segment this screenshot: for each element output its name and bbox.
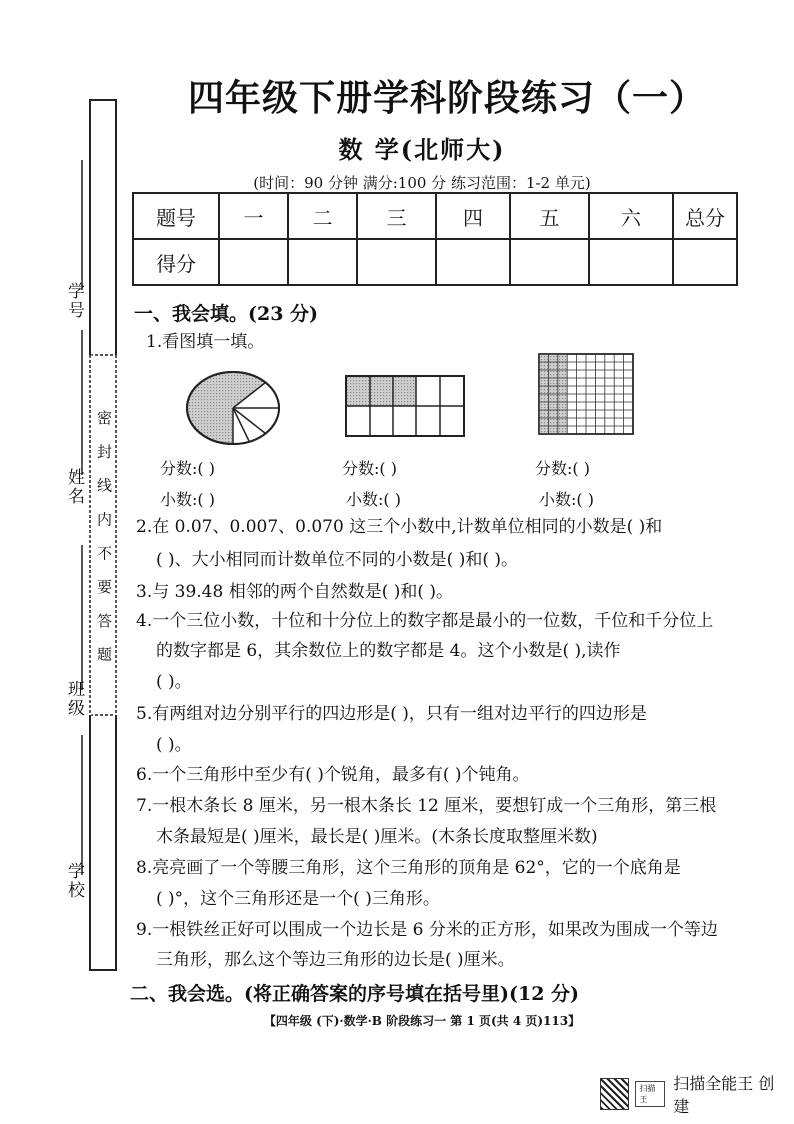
- table-cell: 六: [589, 193, 673, 239]
- scanner-watermark: [600, 1074, 780, 1116]
- score-input-cell[interactable]: [288, 239, 357, 285]
- subject-title: 数 学(北师大): [338, 135, 506, 164]
- page-footer: 【四年级 (下)·数学·B 阶段练习一 第 1 页(共 4 页)113】: [263, 1014, 581, 1028]
- school-label: 学校: [64, 862, 84, 900]
- table-cell: 总分: [673, 193, 737, 239]
- name-label: 姓名: [64, 468, 84, 506]
- fig3-fraction-label: 分数:( ): [535, 459, 590, 478]
- table-cell: 二: [288, 193, 357, 239]
- qr-code-icon: [600, 1078, 629, 1110]
- question-4-line1: 4.一个三位小数，十位和十分位上的数字都是最小的一位数，千位和千分位上: [136, 611, 714, 631]
- score-header-row: [133, 193, 737, 239]
- student-id-label: 学号: [64, 282, 84, 320]
- question-1: 1.看图填一填。: [146, 332, 265, 352]
- seal-line-text: 密 封 线 内 不 要 答 题: [95, 410, 113, 669]
- class-label: 班级: [64, 680, 84, 718]
- question-4-line2: 的数字都是 6，其余数位上的数字都是 4。这个小数是( ),读作: [156, 641, 621, 661]
- table-cell: 五: [510, 193, 589, 239]
- circle-fraction-figure: [183, 369, 283, 447]
- question-5-line2: ( )。: [156, 735, 192, 755]
- question-3: 3.与 39.48 相邻的两个自然数是( )和( )。: [136, 582, 454, 602]
- question-8-line1: 8.亮亮画了一个等腰三角形，这个三角形的顶角是 62°，它的一个底角是: [136, 858, 681, 878]
- question-9-line2: 三角形，那么这个等边三角形的边长是( )厘米。: [156, 950, 515, 970]
- question-6: 6.一个三角形中至少有( )个锐角，最多有( )个钝角。: [136, 765, 530, 785]
- fig1-decimal-label: 小数:( ): [160, 490, 215, 509]
- score-input-cell[interactable]: [510, 239, 589, 285]
- score-value-row: [133, 239, 737, 285]
- score-input-cell[interactable]: [436, 239, 510, 285]
- table-cell: 一: [219, 193, 288, 239]
- scanner-text: 扫描全能王 创建: [673, 1074, 775, 1116]
- score-input-cell[interactable]: [673, 239, 737, 285]
- question-9-line1: 9.一根铁丝正好可以围成一个边长是 6 分米的正方形，如果改为围成一个等边: [136, 920, 718, 940]
- fig2-decimal-label: 小数:( ): [346, 490, 401, 509]
- scanner-logo: 扫描王: [635, 1081, 665, 1107]
- question-2-line2: ( )、大小相同而计数单位不同的小数是( )和( )。: [156, 550, 519, 570]
- exam-meta: (时间：90 分钟 满分:100 分 练习范围：1-2 单元): [253, 174, 591, 192]
- question-7-line2: 木条最短是( )厘米，最长是( )厘米。(木条长度取整厘米数): [156, 827, 598, 847]
- section2-heading: 二、我会选。(将正确答案的序号填在括号里)(12 分): [130, 983, 580, 1005]
- table-cell: 得分: [133, 239, 219, 285]
- question-7-line1: 7.一根木条长 8 厘米，另一根木条长 12 厘米，要想钉成一个三角形，第三根: [136, 796, 717, 816]
- question-4-line3: ( )。: [156, 672, 192, 692]
- table-cell: 三: [357, 193, 436, 239]
- score-input-cell[interactable]: [219, 239, 288, 285]
- table-cell: 题号: [133, 193, 219, 239]
- grid-hundredths-figure: [538, 353, 634, 435]
- question-5-line1: 5.有两组对边分别平行的四边形是( )，只有一组对边平行的四边形是: [136, 704, 647, 724]
- fig1-fraction-label: 分数:( ): [160, 459, 215, 478]
- table-cell: 四: [436, 193, 510, 239]
- section1-heading: 一、我会填。(23 分): [134, 303, 319, 325]
- score-table: [132, 192, 738, 286]
- page-title: 四年级下册学科阶段练习（一）: [187, 77, 706, 119]
- question-2-line1: 2.在 0.07、0.007、0.070 这三个小数中,计数单位相同的小数是( )和: [136, 517, 663, 537]
- question-8-line2: ( )°，这个三角形还是一个( )三角形。: [156, 889, 440, 909]
- fig3-decimal-label: 小数:( ): [539, 490, 594, 509]
- rectangle-fraction-figure: [344, 374, 466, 438]
- fig2-fraction-label: 分数:( ): [342, 459, 397, 478]
- score-input-cell[interactable]: [589, 239, 673, 285]
- score-input-cell[interactable]: [357, 239, 436, 285]
